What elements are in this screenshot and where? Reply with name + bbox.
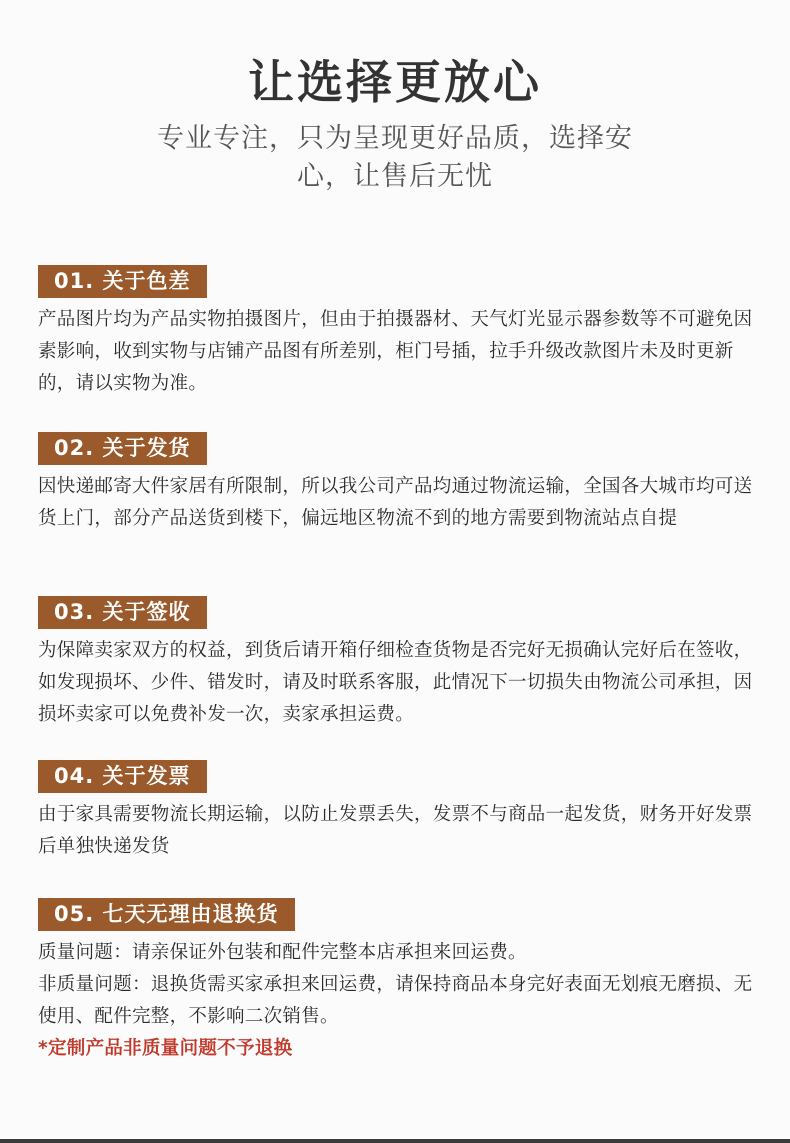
bottom-divider (0, 1139, 790, 1143)
section-badge: 01. 关于色差 (38, 265, 207, 298)
page-subtitle: 专业专注，只为呈现更好品质，选择安心，让售后无忧 (157, 123, 633, 192)
section-text: 因快递邮寄大件家居有所限制，所以我公司产品均通过物流运输，全国各大城市均可送货上门，部分产品送货到楼下，偏远地区物流不到的地方需要到物流站点自提 (38, 476, 753, 529)
page-title: 让选择更放心 (248, 55, 542, 109)
section-receipt (38, 596, 758, 731)
section-badge: 04. 关于发票 (38, 760, 207, 793)
section-badge: 02. 关于发货 (38, 432, 207, 465)
section-text: 为保障卖家双方的权益，到货后请开箱仔细检查货物是否完好无损确认完好后在签收，如发现损坏、少件、错发时，请及时联系客服，此情况下一切损失由物流公司承担，因损坏卖家可以免费补发一次，卖家承担运费。 (38, 640, 753, 725)
section-text: 由于家具需要物流长期运输，以防止发票丢失，发票不与商品一起发货，财务开好发票后单独快递发货 (38, 804, 753, 857)
section-invoice (38, 760, 758, 863)
quality-issue-text: 质量问题：请亲保证外包装和配件完整本店承担来回运费。 (38, 942, 527, 963)
section-badge: 03. 关于签收 (38, 596, 207, 629)
section-return-policy (38, 898, 758, 1065)
non-quality-issue-text: 非质量问题：退换货需买家承担来回运费，请保持商品本身完好表面无划痕无磨损、无使用、配件完整，不影响二次销售。 (38, 974, 753, 1027)
section-color-difference (38, 265, 758, 400)
section-badge: 05. 七天无理由退换货 (38, 898, 295, 931)
page-header (0, 52, 790, 196)
custom-product-note: *定制产品非质量问题不予退换 (38, 1038, 293, 1059)
section-shipping (38, 432, 758, 535)
section-text: 产品图片均为产品实物拍摄图片，但由于拍摄器材、天气灯光显示器参数等不可避免因素影响，收到实物与店铺产品图有所差别，柜门号插，拉手升级改款图片未及时更新的，请以实物为准。 (38, 309, 753, 394)
